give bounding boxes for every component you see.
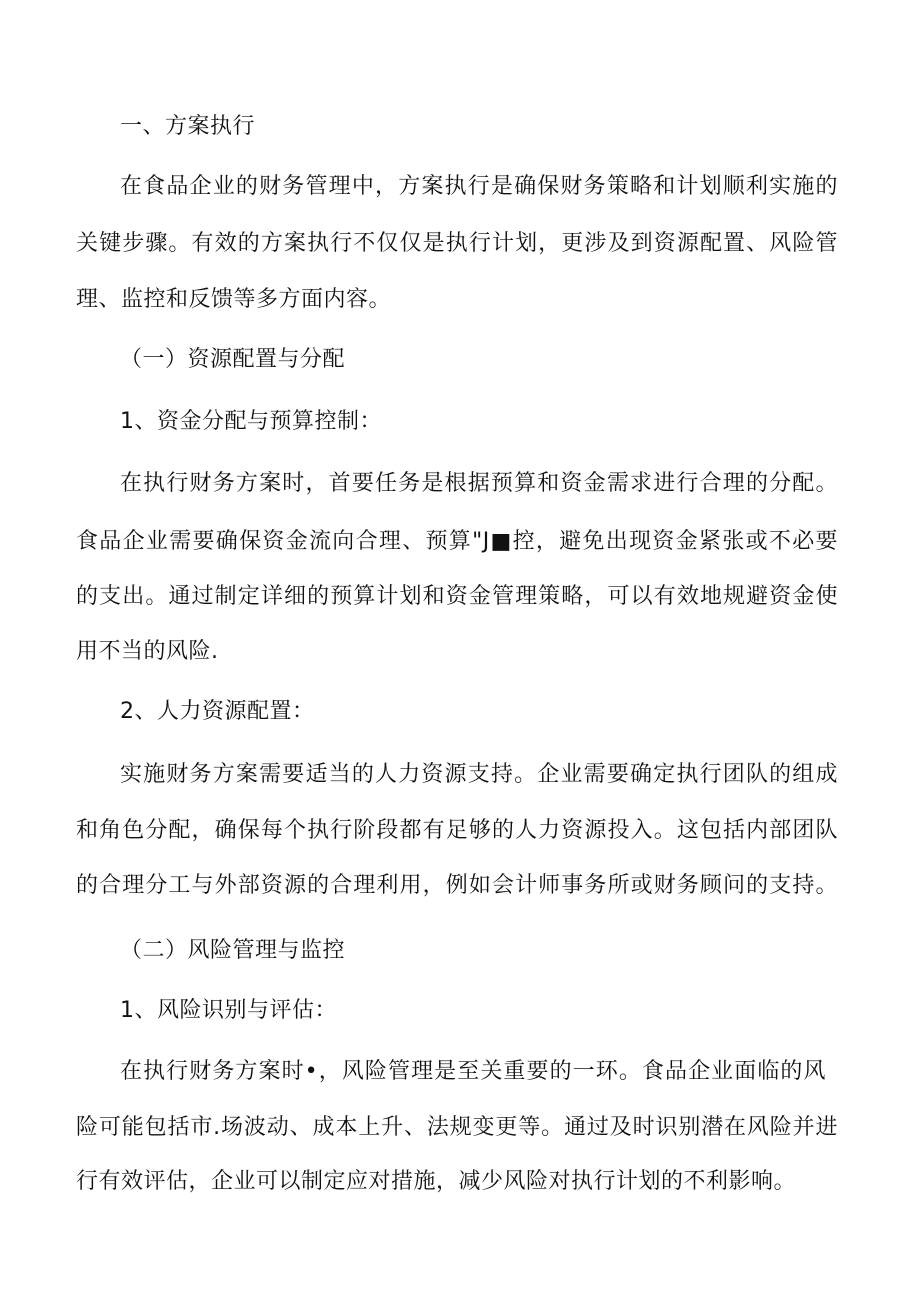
paragraph-line: 用不当的风险. [76, 639, 219, 664]
item-title-risk-identification: 1、风险识别与评估： [120, 998, 337, 1023]
item-title-human-resources: 2、人力资源配置： [120, 699, 315, 724]
paragraph-line: 关键步骤。有效的方案执行不仅仅是执行计划，更涉及到资源配置、风险管 [76, 231, 838, 256]
paragraph-line: 理、监控和反馈等多方面内容。 [76, 287, 392, 312]
paragraph-line: 在执行财务方案时•，风险管理是至关重要的一环。食品企业面临的风 [120, 1059, 826, 1084]
paragraph-line: 实施财务方案需要适当的人力资源支持。企业需要确定执行团队的组成 [120, 762, 838, 787]
paragraph-line: 和角色分配，确保每个执行阶段都有足够的人力资源投入。这包括内部团队 [76, 818, 838, 843]
section-title-resource-allocation: （一）资源配置与分配 [120, 347, 346, 372]
paragraph-line: 行有效评估，企业可以制定应对措施，减少风险对执行计划的不利影响。 [76, 1169, 797, 1194]
section-title-risk-management: （二）风险管理与监控 [120, 938, 346, 963]
paragraph-line: 险可能包括市.场波动、成本上升、法规变更等。通过及时识别潜在风险并进 [76, 1115, 838, 1140]
heading-fang-an-zhi-xing: 一、方案执行 [120, 114, 256, 139]
paragraph-line: 的合理分工与外部资源的合理利用，例如会计师事务所或财务顾问的支持。 [76, 873, 838, 898]
item-title-fund-allocation: 1、资金分配与预算控制： [120, 409, 382, 434]
paragraph-line: 食品企业需要确保资金流向合理、预算"J■控，避免出现资金紧张或不必要 [76, 529, 838, 554]
paragraph-line: 在食品企业的财务管理中，方案执行是确保财务策略和计划顺利实施的 [120, 174, 838, 199]
paragraph-line: 的支出。通过制定详细的预算计划和资金管理策略，可以有效地规避资金使 [76, 584, 838, 609]
paragraph-line: 在执行财务方案时，首要任务是根据预算和资金需求进行合理的分配。 [120, 471, 838, 496]
